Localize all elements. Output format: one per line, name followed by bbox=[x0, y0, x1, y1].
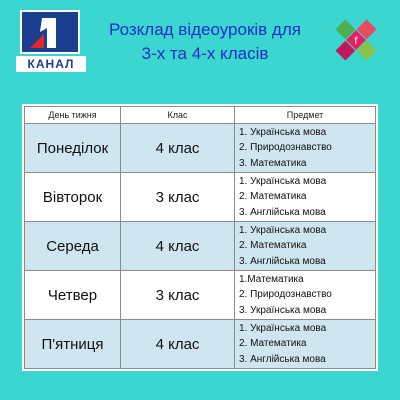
subjects-cell bbox=[235, 271, 376, 320]
subjects-cell bbox=[235, 173, 376, 222]
schedule-table bbox=[24, 106, 376, 369]
subjects-cell bbox=[235, 124, 376, 173]
header-class: Клас bbox=[121, 107, 235, 124]
title-line-2: 3-х та 4-х класів bbox=[141, 44, 269, 63]
subjects-cell bbox=[235, 320, 376, 369]
table-row bbox=[25, 173, 376, 222]
day-cell: П'ятниця bbox=[25, 320, 121, 369]
subject-item: 1. Українська мова bbox=[239, 224, 327, 236]
page-title bbox=[90, 18, 320, 66]
subject-item: 2. Математика bbox=[239, 191, 307, 203]
subject-item: 3. Англійська мова bbox=[239, 206, 326, 218]
subject-item: 3. Англійська мова bbox=[239, 353, 326, 365]
channel-logo bbox=[16, 10, 86, 72]
subject-item: 3. Математика bbox=[239, 157, 307, 169]
day-cell: Четвер bbox=[25, 271, 121, 320]
title-line-1: Розклад відеоуроків для bbox=[109, 20, 301, 39]
subject-item: 3. Англійська мова bbox=[239, 255, 326, 267]
class-cell: 4 клас bbox=[121, 124, 235, 173]
subject-item: 1. Українська мова bbox=[239, 126, 327, 138]
class-cell: 4 клас bbox=[121, 222, 235, 271]
table-header-row bbox=[25, 107, 376, 124]
schedule-table-wrapper bbox=[22, 104, 378, 371]
table-row bbox=[25, 271, 376, 320]
day-cell: Середа bbox=[25, 222, 121, 271]
subject-item: 1.Математика bbox=[239, 273, 304, 285]
subject-item: 2. Природознавство bbox=[239, 289, 332, 301]
subject-item: 2. Математика bbox=[239, 240, 307, 252]
subject-item: 2. Природознавство bbox=[239, 142, 332, 154]
subjects-cell bbox=[235, 222, 376, 271]
table-row bbox=[25, 222, 376, 271]
class-cell: 4 клас bbox=[121, 320, 235, 369]
table-row bbox=[25, 320, 376, 369]
logo-mark bbox=[20, 10, 80, 54]
class-cell: 3 клас bbox=[121, 271, 235, 320]
header-day: День тижня bbox=[25, 107, 121, 124]
nush-emblem-icon bbox=[326, 10, 386, 70]
logo-text: КАНАЛ bbox=[16, 56, 86, 72]
subject-item: 1. Українська мова bbox=[239, 322, 327, 334]
subject-item: 2. Математика bbox=[239, 338, 307, 350]
svg-text:f: f bbox=[354, 36, 358, 47]
number-one-icon bbox=[22, 12, 78, 52]
subject-item: 3. Українська мова bbox=[239, 304, 327, 316]
table-row bbox=[25, 124, 376, 173]
day-cell: Вівторок bbox=[25, 173, 121, 222]
subject-item: 1. Українська мова bbox=[239, 175, 327, 187]
class-cell: 3 клас bbox=[121, 173, 235, 222]
header-subject: Предмет bbox=[235, 107, 376, 124]
day-cell: Понеділок bbox=[25, 124, 121, 173]
